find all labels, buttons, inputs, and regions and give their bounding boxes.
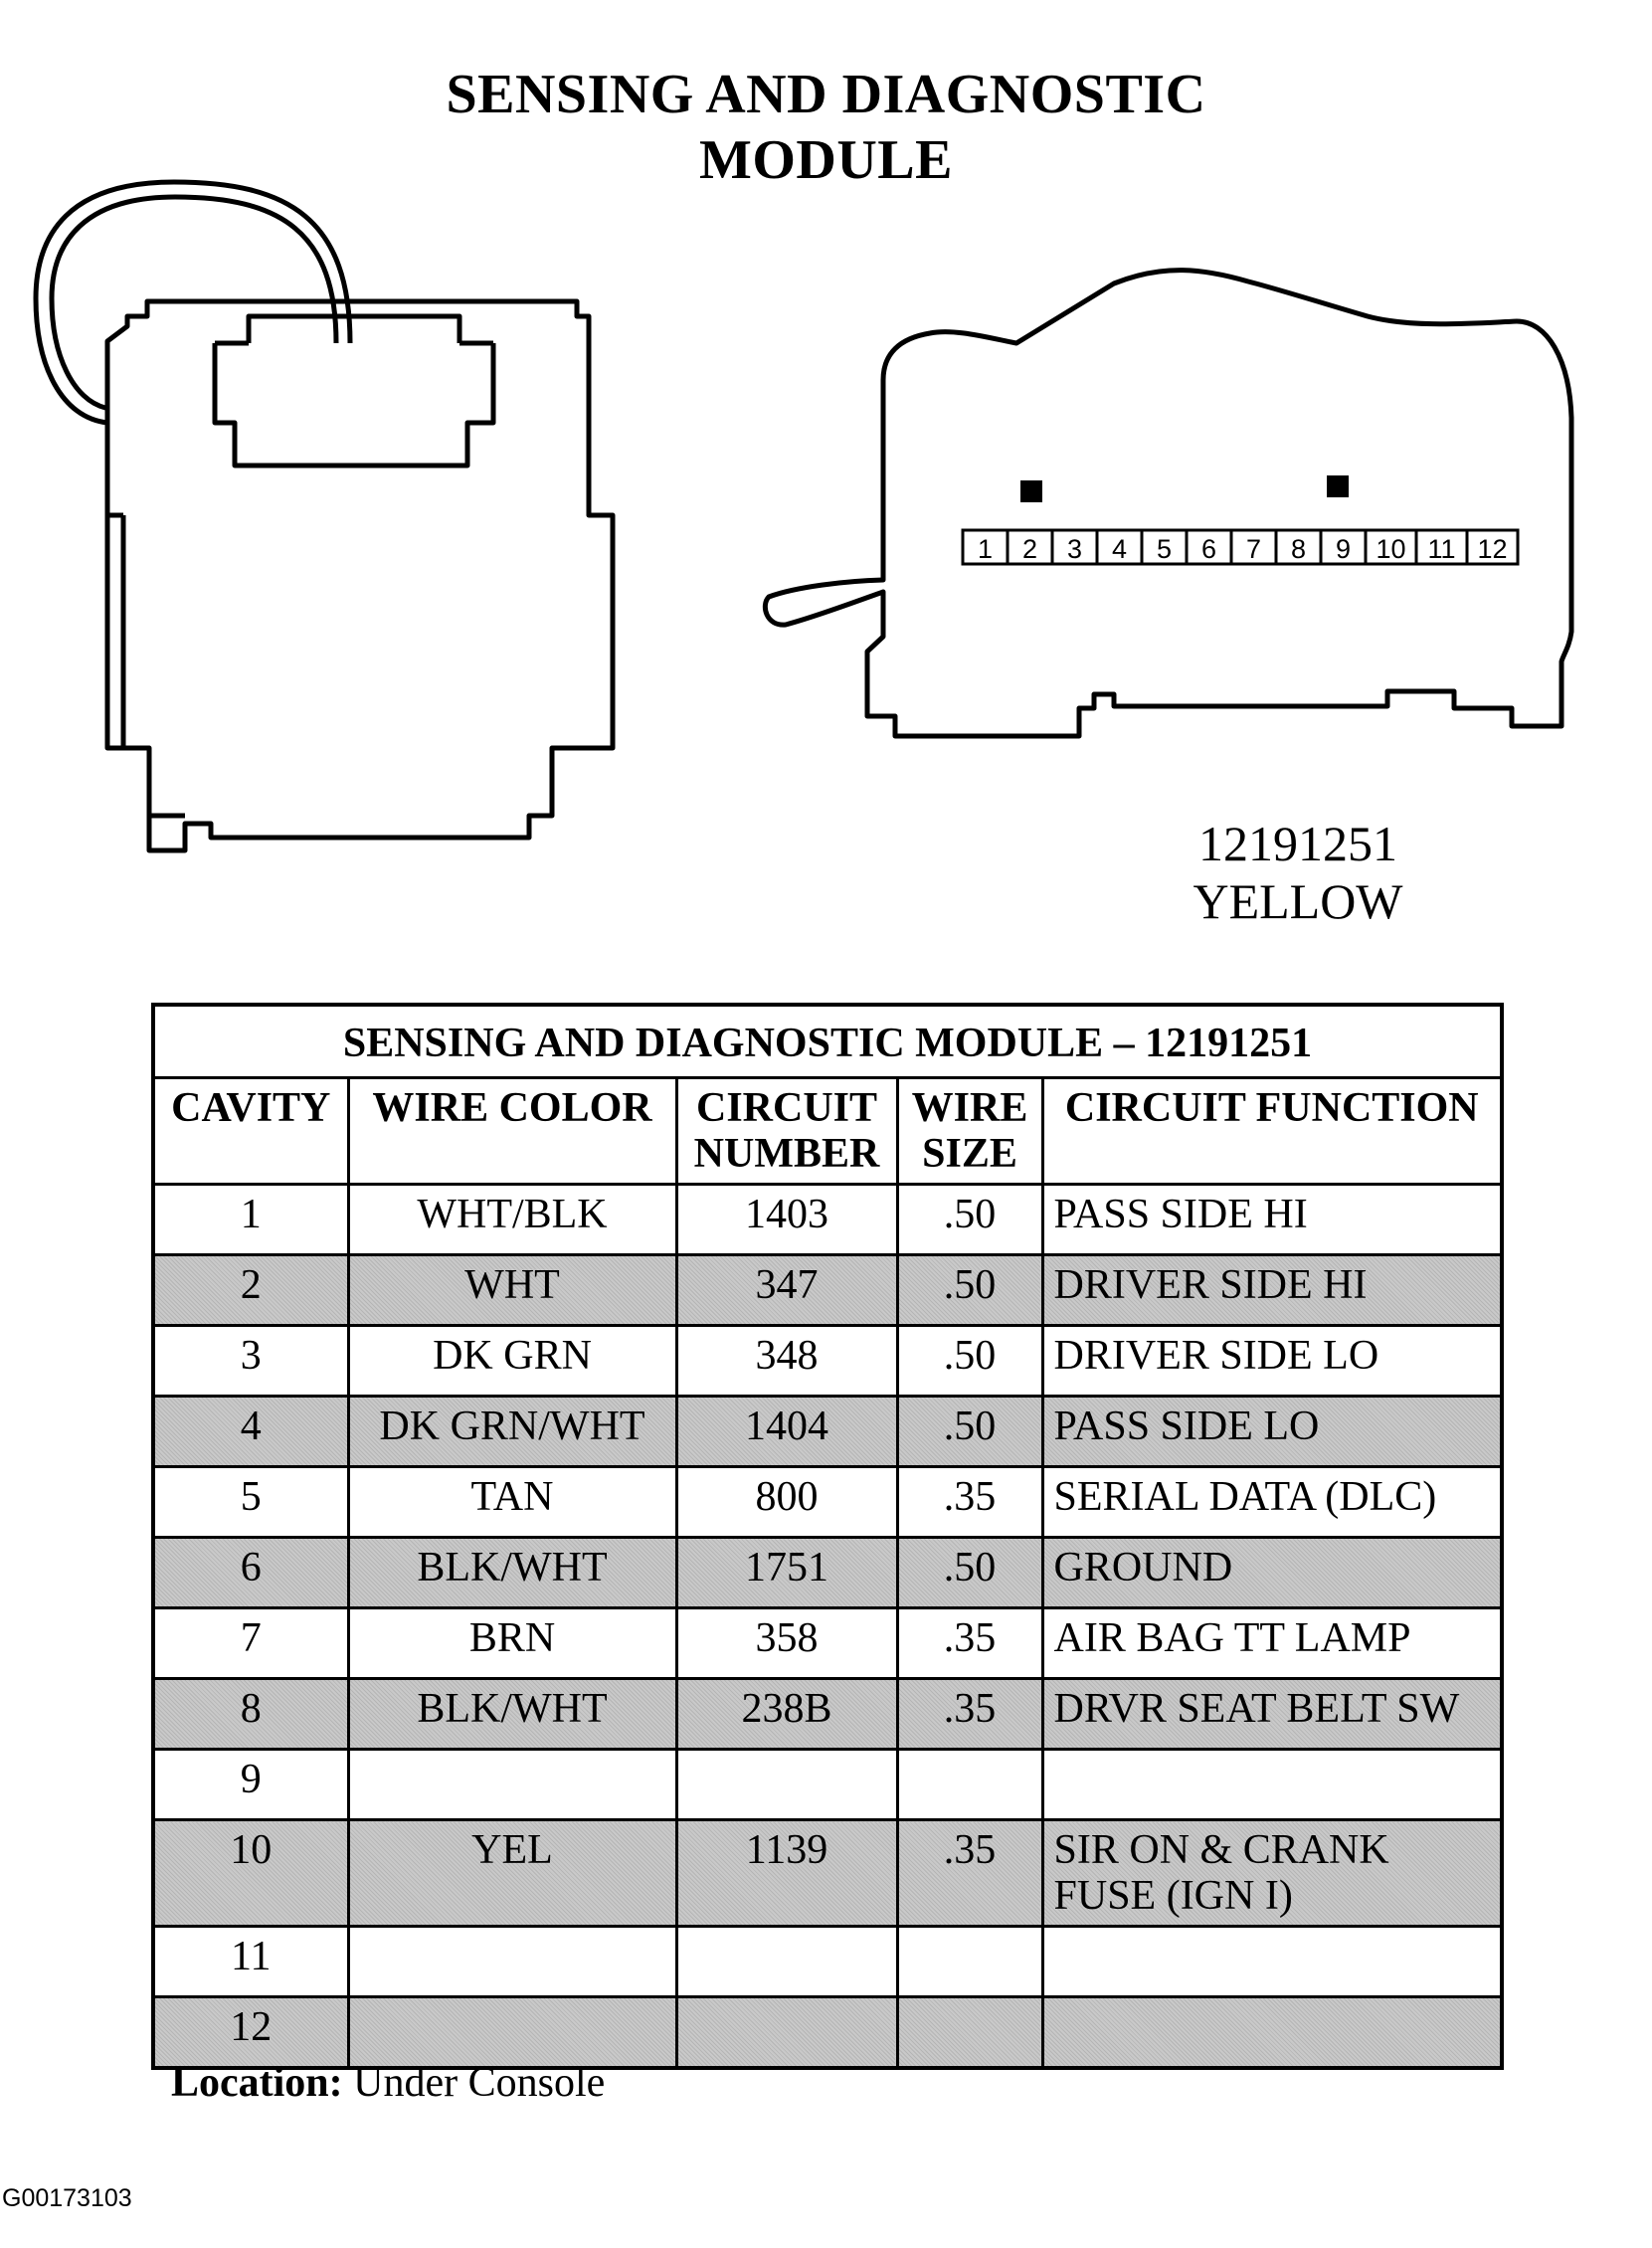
cell-wire-color <box>348 1679 676 1750</box>
cell-wire-size-text: .50 <box>943 1192 997 1237</box>
header-circuit-number-line1: CIRCUIT <box>695 1085 878 1131</box>
title-line-1: SENSING AND DIAGNOSTIC <box>446 64 1206 125</box>
figure-id: G00173103 <box>2 2184 132 2212</box>
cell-circuit-number <box>676 1185 897 1255</box>
cavity-number-label: 11 <box>1427 534 1456 564</box>
cell-circuit-number <box>676 1679 897 1750</box>
table-row <box>153 1397 1502 1467</box>
cavity-number-label: 8 <box>1290 534 1307 564</box>
pinout-table <box>151 1003 1504 2070</box>
table-row <box>153 1326 1502 1397</box>
cell-circuit-number <box>676 1997 897 2069</box>
cell-circuit-function <box>1042 1679 1502 1750</box>
cell-circuit-function-text: DRIVER SIDE LO <box>1053 1333 1379 1379</box>
location-value: Under Console <box>353 2060 606 2106</box>
cell-wire-size <box>897 1185 1042 1255</box>
cell-wire-size <box>897 1255 1042 1326</box>
cell-circuit-function-text: PASS SIDE HI <box>1053 1192 1308 1237</box>
cell-circuit-number <box>676 1820 897 1927</box>
table-header-row <box>153 1078 1502 1185</box>
cell-circuit-number <box>676 1608 897 1679</box>
cell-wire-size <box>897 1997 1042 2069</box>
cell-circuit-number-text: 1404 <box>745 1404 828 1449</box>
header-wire-size-line2: SIZE <box>922 1131 1017 1177</box>
cell-wire-color-text: TAN <box>470 1474 554 1520</box>
cell-circuit-function-text: SERIAL DATA (DLC) <box>1053 1474 1437 1520</box>
cell-circuit-function <box>1042 1538 1502 1608</box>
cell-circuit-number <box>676 1326 897 1397</box>
cell-circuit-function <box>1042 1820 1502 1927</box>
cell-circuit-number-text: 1139 <box>745 1827 828 1873</box>
cell-cavity-text: 5 <box>240 1474 262 1520</box>
cell-wire-color-text: WHT <box>464 1262 560 1308</box>
cell-cavity <box>153 1820 348 1927</box>
cell-wire-size-text: .35 <box>943 1474 997 1520</box>
pinout-body <box>153 1185 1502 2069</box>
cell-cavity <box>153 1397 348 1467</box>
cell-cavity-text: 4 <box>240 1404 262 1449</box>
cell-circuit-function <box>1042 1750 1502 1820</box>
cell-circuit-function-text: PASS SIDE LO <box>1053 1404 1320 1449</box>
table-row <box>153 1750 1502 1820</box>
table-row <box>153 1679 1502 1750</box>
cell-cavity-text: 6 <box>240 1545 262 1591</box>
cell-wire-color-text: WHT/BLK <box>417 1192 608 1237</box>
cell-wire-color <box>348 1927 676 1997</box>
cavity-number-label: 7 <box>1245 534 1262 564</box>
cell-wire-color-text: BRN <box>468 1615 556 1661</box>
cell-cavity <box>153 1927 348 1997</box>
cell-cavity-text: 12 <box>230 2004 273 2050</box>
table-row <box>153 1997 1502 2069</box>
cell-wire-size <box>897 1927 1042 1997</box>
location-label: Location: <box>171 2060 343 2106</box>
header-circuit-function: CIRCUIT FUNCTION <box>1042 1078 1502 1185</box>
cell-wire-size-text: .50 <box>943 1404 997 1449</box>
cell-wire-color <box>348 1185 676 1255</box>
header-wire-size-line1: WIRE <box>911 1085 1028 1131</box>
cell-wire-color <box>348 1820 676 1927</box>
cell-circuit-function-text: SIR ON & CRANK <box>1053 1827 1389 1873</box>
connector-face-view <box>765 271 1571 736</box>
cell-circuit-function <box>1042 1397 1502 1467</box>
cavity-number-label: 9 <box>1335 534 1352 564</box>
cell-cavity <box>153 1679 348 1750</box>
connector-part-number: 12191251 <box>1198 816 1397 871</box>
cell-circuit-number-text: 1403 <box>745 1192 828 1237</box>
cell-circuit-number-text: 800 <box>755 1474 819 1520</box>
cavity-number-label: 10 <box>1376 534 1406 564</box>
header-wire-size <box>897 1078 1042 1185</box>
cell-wire-color <box>348 1997 676 2069</box>
table-row <box>153 1538 1502 1608</box>
cell-wire-size <box>897 1326 1042 1397</box>
cavity-number-label: 2 <box>1021 534 1038 564</box>
key-mark-left <box>1020 480 1042 502</box>
cell-circuit-number <box>676 1750 897 1820</box>
cell-cavity-text: 3 <box>240 1333 262 1379</box>
cell-cavity-text: 8 <box>240 1686 262 1732</box>
cell-circuit-function <box>1042 1608 1502 1679</box>
cell-circuit-number-text: 1751 <box>745 1545 828 1591</box>
cell-wire-size-text: .50 <box>943 1545 997 1591</box>
cell-wire-size-text: .50 <box>943 1262 997 1308</box>
cell-cavity-text: 2 <box>240 1262 262 1308</box>
cavity-number-label: 1 <box>977 534 994 564</box>
cell-wire-size <box>897 1750 1042 1820</box>
cavity-row <box>963 530 1518 564</box>
cell-wire-color <box>348 1326 676 1397</box>
table-row <box>153 1185 1502 1255</box>
cell-cavity <box>153 1750 348 1820</box>
cell-circuit-function <box>1042 1185 1502 1255</box>
cell-wire-color <box>348 1467 676 1538</box>
cavity-number-label: 4 <box>1111 534 1128 564</box>
cell-cavity-text: 1 <box>240 1192 262 1237</box>
cell-wire-color-text: BLK/WHT <box>417 1545 608 1591</box>
table-row <box>153 1608 1502 1679</box>
cell-wire-size <box>897 1538 1042 1608</box>
cell-circuit-number <box>676 1397 897 1467</box>
cell-wire-color <box>348 1255 676 1326</box>
cell-circuit-function-text: GROUND <box>1053 1545 1233 1591</box>
key-mark-right <box>1327 475 1349 497</box>
header-wire-color: WIRE COLOR <box>348 1078 676 1185</box>
cell-circuit-function-text: DRIVER SIDE HI <box>1053 1262 1368 1308</box>
cell-wire-size <box>897 1608 1042 1679</box>
cell-wire-color <box>348 1397 676 1467</box>
title-line-2: MODULE <box>699 129 953 191</box>
header-circuit-number-line2: NUMBER <box>693 1131 880 1177</box>
header-cavity: CAVITY <box>153 1078 348 1185</box>
cell-cavity <box>153 1538 348 1608</box>
cavity-number-label: 12 <box>1477 534 1508 564</box>
cell-wire-size-text: .35 <box>943 1827 997 1873</box>
cell-wire-color-text: BLK/WHT <box>417 1686 608 1732</box>
cell-circuit-number <box>676 1538 897 1608</box>
cell-wire-color <box>348 1538 676 1608</box>
cell-cavity <box>153 1608 348 1679</box>
cell-circuit-function <box>1042 1997 1502 2069</box>
cell-circuit-function-text: DRVR SEAT BELT SW <box>1053 1686 1460 1732</box>
cell-wire-size-text: .50 <box>943 1333 997 1379</box>
cell-wire-color <box>348 1750 676 1820</box>
cell-wire-size <box>897 1679 1042 1750</box>
cell-cavity <box>153 1997 348 2069</box>
cell-circuit-function <box>1042 1255 1502 1326</box>
cell-circuit-function <box>1042 1467 1502 1538</box>
cell-circuit-number-text: 348 <box>755 1333 819 1379</box>
cell-cavity <box>153 1255 348 1326</box>
table-row <box>153 1467 1502 1538</box>
cell-cavity-text: 9 <box>240 1757 262 1802</box>
cell-wire-size <box>897 1820 1042 1927</box>
table-caption: SENSING AND DIAGNOSTIC MODULE – 12191251 <box>153 1005 1502 1078</box>
cell-wire-size <box>897 1467 1042 1538</box>
cell-circuit-function-text-line2: FUSE (IGN I) <box>1053 1873 1293 1919</box>
cavity-number-label: 5 <box>1156 534 1173 564</box>
cell-cavity-text: 11 <box>231 1934 272 1979</box>
table-row <box>153 1820 1502 1927</box>
location-note <box>171 2059 605 2107</box>
cell-circuit-number-text: 347 <box>755 1262 819 1308</box>
cell-wire-color-text: YEL <box>471 1827 553 1873</box>
cell-circuit-number-text: 238B <box>741 1686 832 1732</box>
cell-cavity <box>153 1185 348 1255</box>
cell-circuit-function-text: AIR BAG TT LAMP <box>1053 1615 1411 1661</box>
harness-connector-side-view <box>36 182 613 850</box>
cell-wire-size-text: .35 <box>943 1615 997 1661</box>
cavity-number-label: 6 <box>1200 534 1217 564</box>
header-circuit-number <box>676 1078 897 1185</box>
cell-circuit-function <box>1042 1927 1502 1997</box>
cell-cavity-text: 7 <box>240 1615 262 1661</box>
cell-circuit-number-text: 358 <box>755 1615 819 1661</box>
table-row <box>153 1255 1502 1326</box>
cell-cavity <box>153 1467 348 1538</box>
cell-wire-size <box>897 1397 1042 1467</box>
cell-wire-size-text: .35 <box>943 1686 997 1732</box>
cell-circuit-number <box>676 1927 897 1997</box>
cell-circuit-function <box>1042 1326 1502 1397</box>
table-row <box>153 1927 1502 1997</box>
cell-circuit-number <box>676 1255 897 1326</box>
cell-circuit-number <box>676 1467 897 1538</box>
cavity-number-label: 3 <box>1066 534 1083 564</box>
cell-cavity <box>153 1326 348 1397</box>
cell-wire-color <box>348 1608 676 1679</box>
cell-cavity-text: 10 <box>230 1827 273 1873</box>
connector-color: YELLOW <box>1193 873 1403 929</box>
cell-wire-color-text: DK GRN <box>433 1333 592 1379</box>
cell-wire-color-text: DK GRN/WHT <box>379 1404 645 1449</box>
